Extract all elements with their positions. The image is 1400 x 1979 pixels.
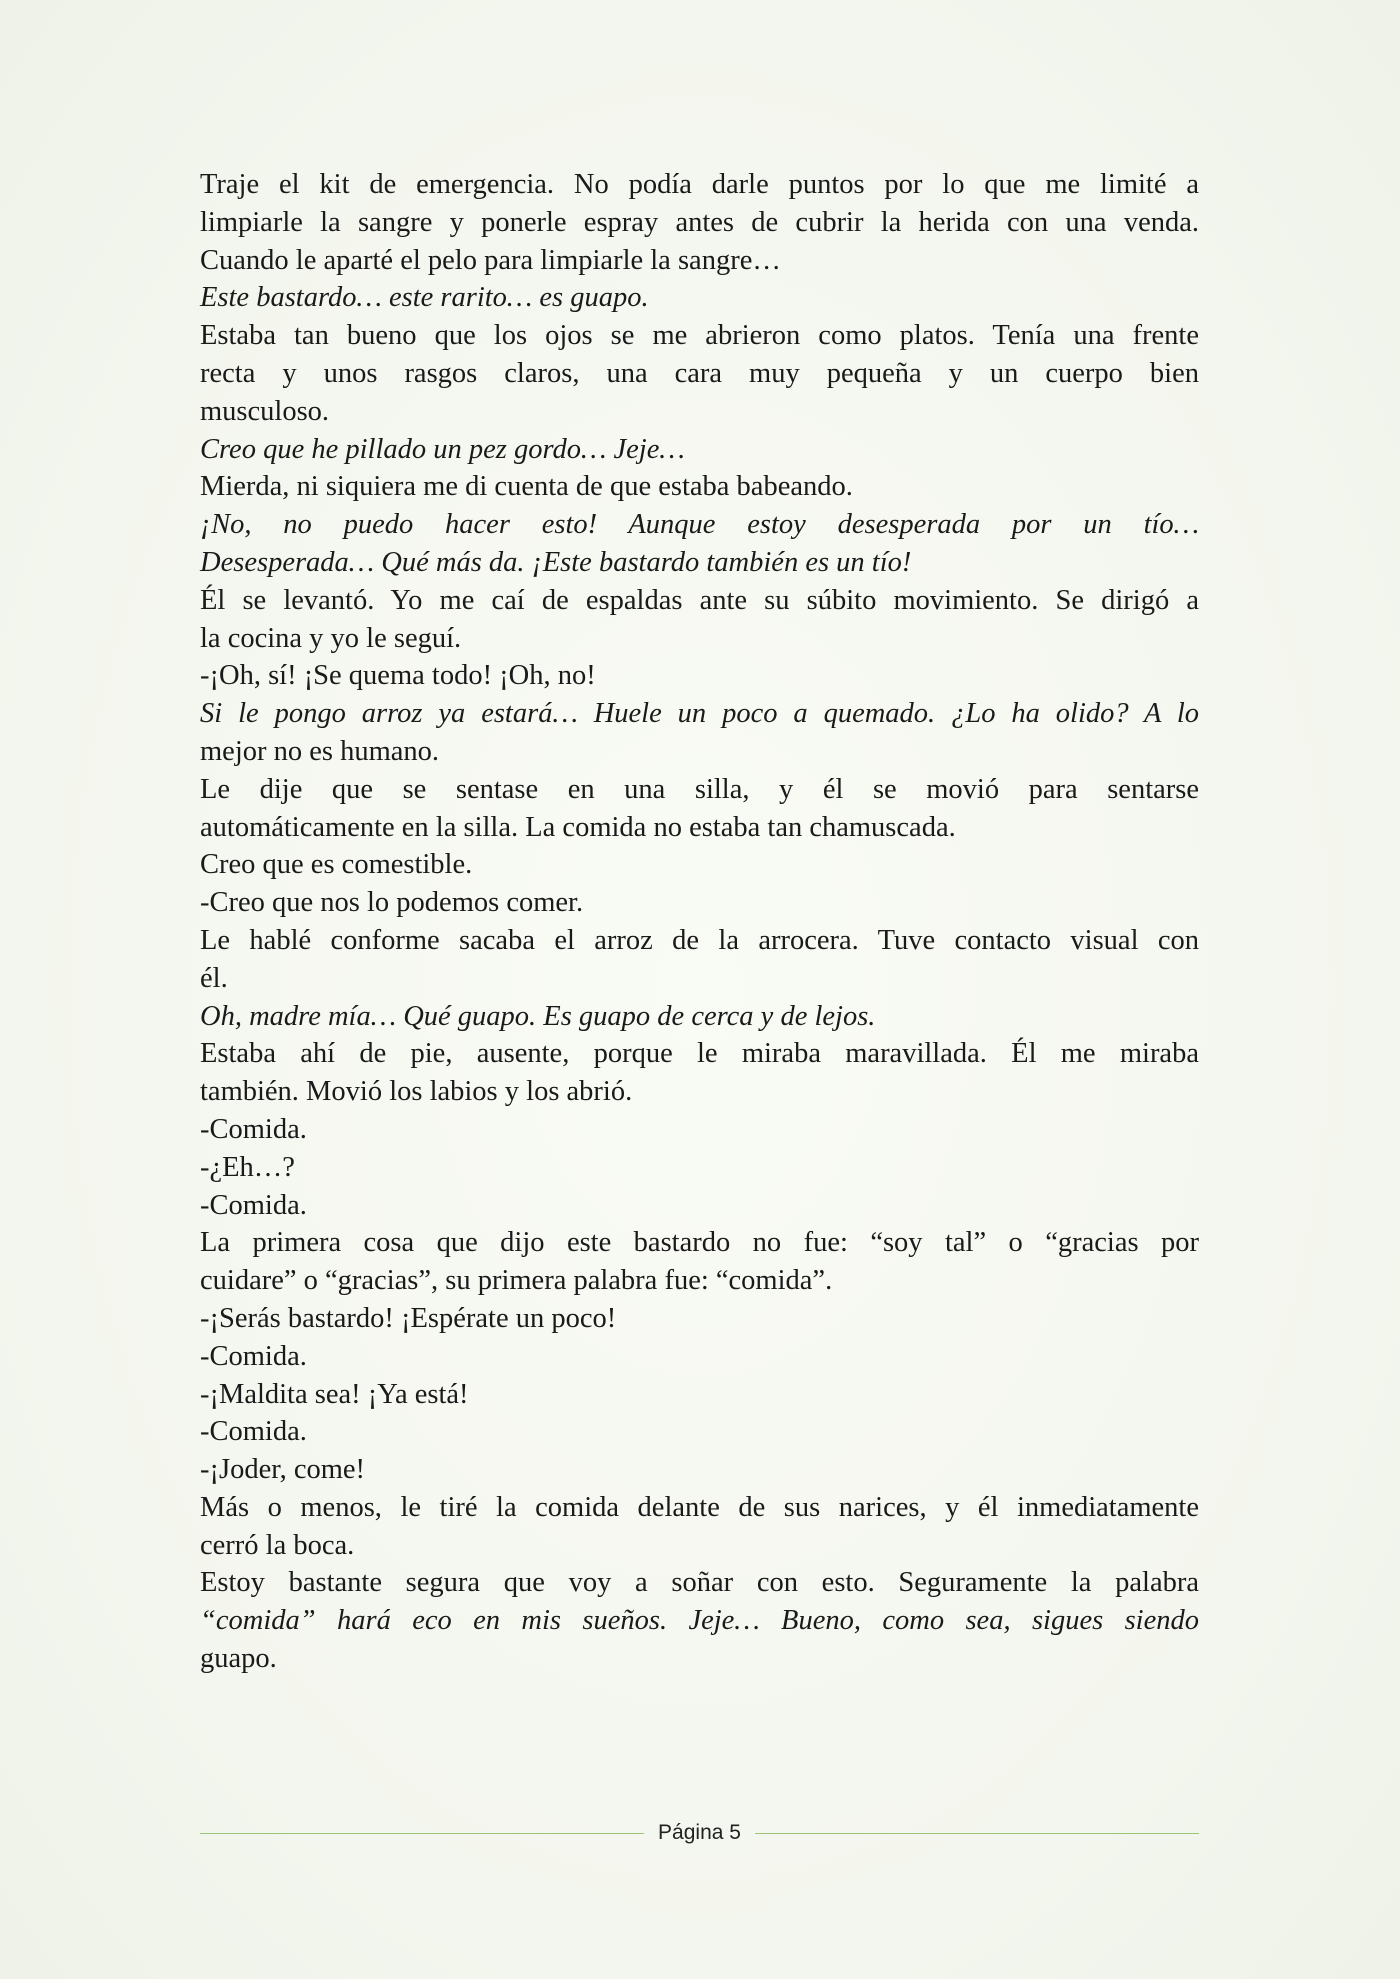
text-line: automáticamente en la silla. La comida no estaba tan chamuscada. bbox=[200, 811, 956, 843]
page-footer bbox=[200, 1818, 1199, 1848]
text-line: -Comida. bbox=[200, 1113, 307, 1145]
text-line: La primera cosa que dijo este bastardo no fue: “soy tal” o “gracias por bbox=[200, 1227, 1199, 1259]
text-line: Oh, madre mía… Qué guapo. Es guapo de cerca y de lejos. bbox=[200, 1000, 876, 1032]
text-line: guapo. bbox=[200, 1643, 277, 1675]
text-line: -¿Eh…? bbox=[200, 1151, 295, 1183]
text-line: Traje el kit de emergencia. No podía darle puntos por lo que me limité a bbox=[200, 169, 1199, 200]
text-line: Creo que es comestible. bbox=[200, 849, 473, 881]
text-line: -¡Oh, sí! ¡Se quema todo! ¡Oh, no! bbox=[200, 660, 596, 692]
text-line: -¡Joder, come! bbox=[200, 1454, 366, 1486]
text-line: Este bastardo… este rarito… es guapo. bbox=[200, 282, 649, 314]
text-line: Le hablé conforme sacaba el arroz de la arrocera. Tuve contacto visual con bbox=[200, 924, 1199, 956]
text-line: mejor no es humano. bbox=[200, 735, 440, 767]
text-line: Más o menos, le tiré la comida delante de sus narices, y él inmediatamente bbox=[200, 1491, 1199, 1523]
footer-rule-left bbox=[200, 1833, 644, 1834]
text-line: Le dije que se sentase en una silla, y él se movió para sentarse bbox=[200, 773, 1199, 805]
text-line: cerró la boca. bbox=[200, 1529, 355, 1561]
text-line: Mierda, ni siquiera me di cuenta de que estaba babeando. bbox=[200, 471, 853, 503]
text-line: ¡No, no puedo hacer esto! Aunque estoy desesperada por un tío… bbox=[200, 509, 1199, 541]
text-line: -¡Serás bastardo! ¡Espérate un poco! bbox=[200, 1302, 617, 1334]
text-line: él. bbox=[200, 962, 228, 994]
text-line: recta y unos rasgos claros, una cara muy pequeña y un cuerpo bien bbox=[200, 357, 1199, 389]
text-line: -Comida. bbox=[200, 1340, 307, 1372]
text-line: -Comida. bbox=[200, 1416, 307, 1448]
text-line: “comida” hará eco en mis sueños. Jeje… Bueno, como sea, sigues siendo bbox=[200, 1605, 1199, 1637]
text-line: Cuando le aparté el pelo para limpiarle la sangre… bbox=[200, 244, 781, 276]
text-line: -Creo que nos lo podemos comer. bbox=[200, 887, 584, 919]
text-line: Estaba ahí de pie, ausente, porque le miraba maravillada. Él me miraba bbox=[200, 1038, 1199, 1070]
text-line: Estoy bastante segura que voy a soñar con esto. Seguramente la palabra bbox=[200, 1567, 1199, 1599]
text-line: limpiarle la sangre y ponerle espray antes de cubrir la herida con una venda. bbox=[200, 206, 1199, 238]
text-line: -Comida. bbox=[200, 1189, 307, 1221]
footer-rule-right bbox=[755, 1833, 1199, 1834]
text-line: la cocina y yo le seguí. bbox=[200, 622, 462, 654]
page-number: Página 5 bbox=[658, 1821, 741, 1844]
text-line: Creo que he pillado un pez gordo… Jeje… bbox=[200, 433, 685, 465]
body-text bbox=[200, 166, 1199, 1678]
text-line: Él se levantó. Yo me caí de espaldas ante su súbito movimiento. Se dirigó a bbox=[200, 584, 1199, 616]
text-line: musculoso. bbox=[200, 395, 330, 427]
text-line: Si le pongo arroz ya estará… Huele un poco a quemado. ¿Lo ha olido? A lo bbox=[200, 698, 1199, 730]
text-line: también. Movió los labios y los abrió. bbox=[200, 1076, 633, 1108]
text-line: -¡Maldita sea! ¡Ya está! bbox=[200, 1378, 469, 1410]
text-line: Estaba tan bueno que los ojos se me abrieron como platos. Tenía una frente bbox=[200, 320, 1199, 352]
text-line: Desesperada… Qué más da. ¡Este bastardo también es un tío! bbox=[200, 546, 912, 578]
text-line: cuidare” o “gracias”, su primera palabra fue: “comida”. bbox=[200, 1265, 833, 1297]
